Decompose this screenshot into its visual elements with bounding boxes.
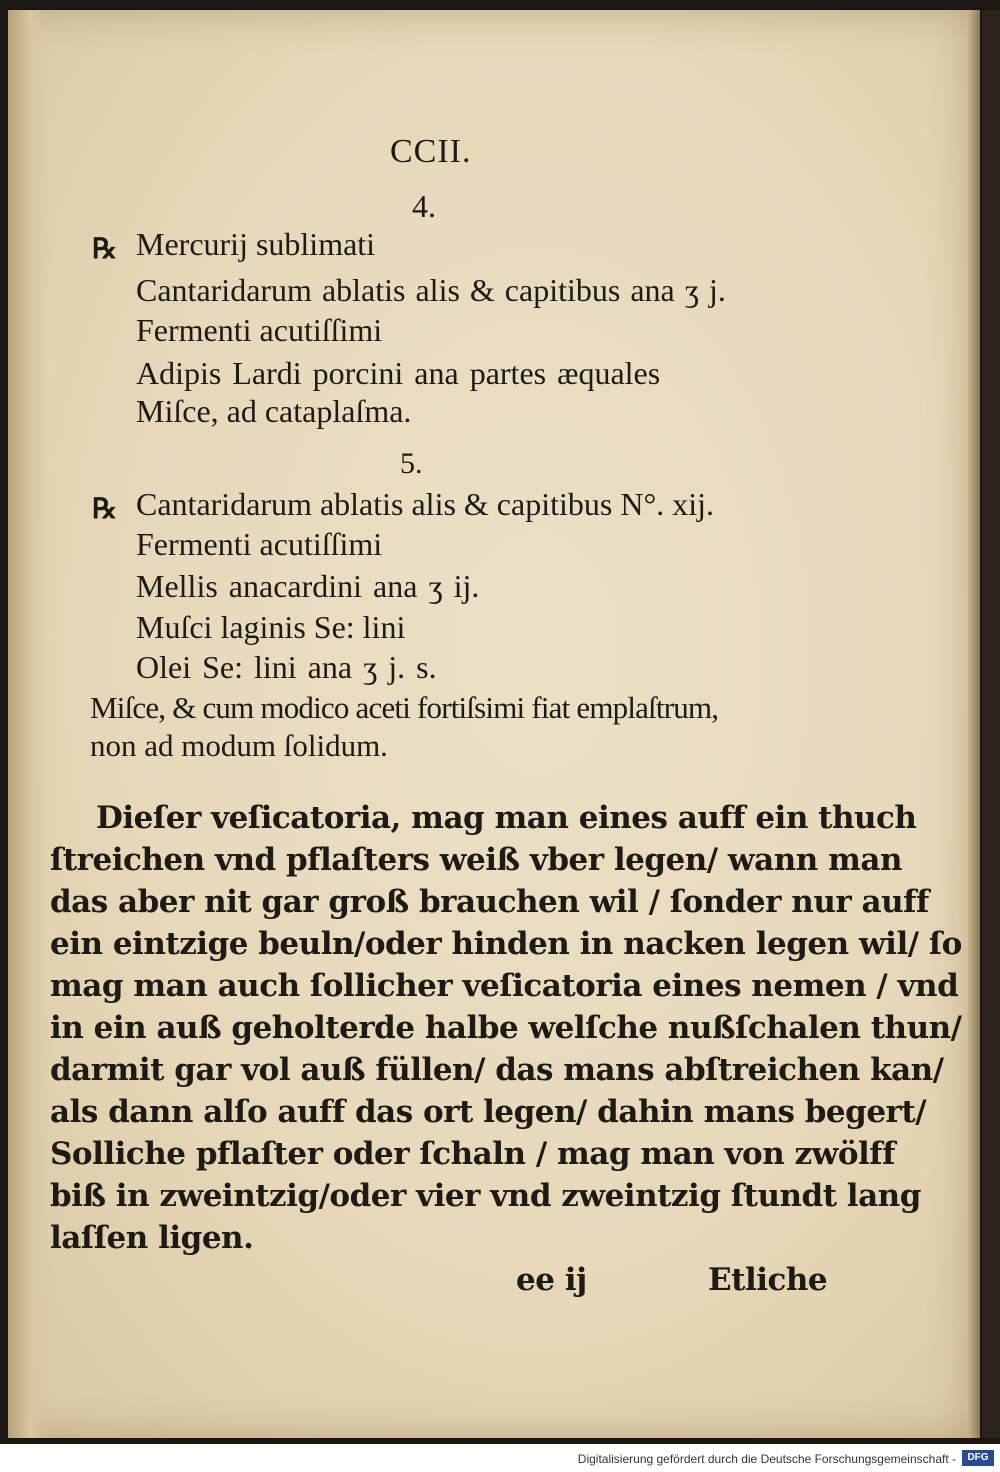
blackletter-line: Solliche pflaſter oder ſchaln / mag man von zwölff: [50, 1136, 895, 1172]
blackletter-line: ſtreichen vnd pflaſters weiß vber legen/ wann man: [50, 842, 902, 878]
blackletter-line: als dann alſo auff das ort legen/ dahin mans begert/: [50, 1094, 927, 1130]
recipe-line: Cantaridarum ablatis alis & capitibus ana ʒ j.: [136, 272, 726, 308]
recipe-line: Miſce, ad cataplaſma.: [136, 393, 412, 429]
recipe-line: Fermenti acutiſſimi: [136, 526, 383, 562]
blackletter-line: mag man auch ſollicher veſicatoria eines nemen / vnd: [50, 968, 959, 1004]
recipe-line: Mellis anacardini ana ʒ ij.: [136, 568, 480, 604]
blackletter-line: laſſen ligen.: [50, 1220, 254, 1256]
recipe-number-5: 5.: [400, 447, 423, 480]
recipe-line: Miſce, & cum modico aceti fortiſsimi fiat emplaſtrum,: [90, 690, 719, 725]
recipe-line: Fermenti acutiſſimi: [136, 312, 383, 348]
recipe-line: Muſci laginis Se: lini: [136, 609, 406, 645]
recipe-number-4: 4.: [412, 188, 436, 224]
page-edge: [968, 10, 980, 1438]
blackletter-line: Dieſer veſicatoria, mag man eines auff ein thuch: [96, 800, 917, 836]
recipe-line: Olei Se: lini ana ʒ j. s.: [136, 649, 437, 685]
blackletter-line: in ein auß geholterde halbe welſche nußſchalen thun/: [50, 1010, 962, 1046]
catchword: Etliche: [708, 1262, 828, 1298]
recipe-symbol: ℞: [92, 232, 118, 265]
recipe-line: Cantaridarum ablatis alis & capitibus N°. xij.: [136, 486, 715, 522]
page-gutter-shadow: [8, 10, 46, 1438]
binding-edge: [982, 10, 1000, 1438]
signature-mark: ee ij: [516, 1262, 587, 1298]
blackletter-line: darmit gar vol auß füllen/ das mans abſtreichen kan/: [50, 1052, 944, 1088]
folio-number: CCII.: [390, 133, 472, 170]
recipe-line: non ad modum ſolidum.: [90, 728, 388, 763]
blackletter-line: ein eintzige beuln/oder hinden in nacken legen wil/ ſo: [50, 926, 962, 962]
dfg-logo: DFG: [962, 1450, 994, 1466]
recipe-line: Mercurij sublimati: [136, 226, 376, 262]
recipe-line: Adipis Lardi porcini ana partes æquales: [136, 355, 661, 391]
blackletter-line: biß in zweintzig/oder vier vnd zweintzig ſtundt lang: [50, 1178, 921, 1214]
digitization-credit: Digitalisierung gefördert durch die Deutsche Forschungsgemeinschaft -: [577, 1452, 956, 1466]
blackletter-line: das aber nit gar groß brauchen wil / ſonder nur auff: [50, 884, 929, 920]
recipe-symbol: ℞: [92, 492, 118, 525]
